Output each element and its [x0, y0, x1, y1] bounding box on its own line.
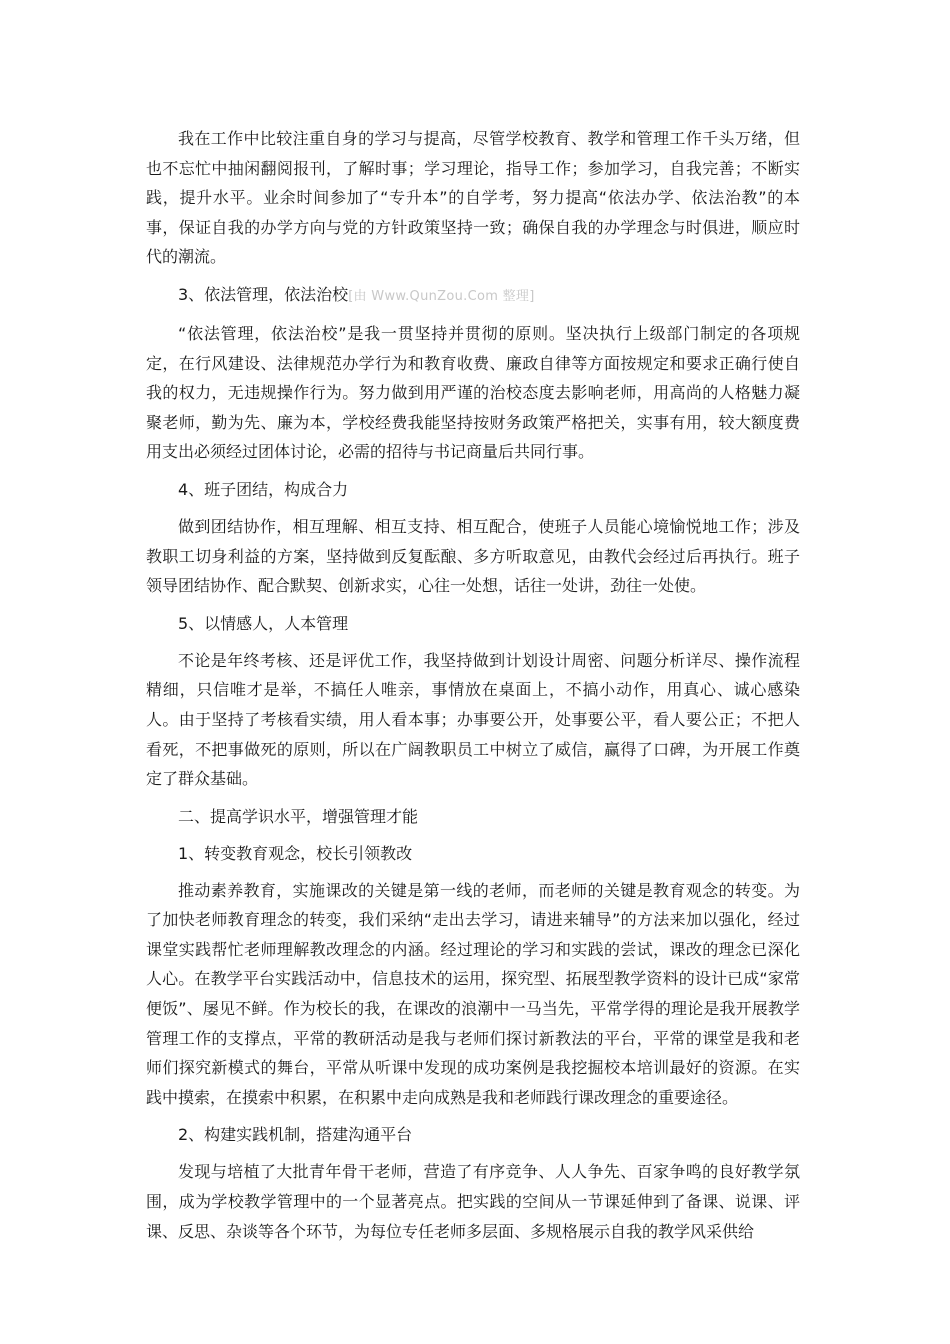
heading-education-concept: 1、转变教育观念，校长引领教改 — [178, 843, 413, 863]
document-body — [146, 124, 800, 1254]
source-watermark: [由 Www.QunZou.Com 整理] — [348, 288, 535, 304]
paragraph-education-concept: 推动素养教育，实施课改的关键是第一线的老师，而老师的关键是教育观念的转变。为了加快老师教育理念的转变，我们采纳“走出去学习，请进来辅导”的方法来加以强化，经过课堂实践帮忙老师理解教改理念的内涵。经过理论的学习和实践的尝试，课改的理念已深化人心。在教学平台实践活动中，信息技术的运用，探究型、拓展型教学资料的设计已成“家常便饭”、屡见不鲜。作为校长的我，在课改的浪潮中一马当先，平常学得的理论是我开展教学管理工作的支撑点，平常的教研活动是我与老师们探讨新教法的平台，平常的课堂是我和老师们探究新模式的舞台，平常从听课中发现的成功案例是我挖掘校本培训最好的资源。在实践中摸索，在摸索中积累，在积累中走向成熟是我和老师践行课改理念的重要途径。 — [146, 880, 800, 1107]
heading-team-unity: 4、班子团结，构成合力 — [178, 479, 349, 499]
paragraph-rule-of-law: “依法管理，依法治校”是我一贯坚持并贯彻的原则。坚决执行上级部门制定的各项规定，在行风建设、法律规范办学行为和教育收费、廉政自律等方面按规定和要求正确行使自我的权力，无违规操作行为。努力做到用严谨的治校态度去影响老师，用高尚的人格魅力凝聚老师，勤为先、廉为本，学校经费我能坚持按财务政策严格把关，实事有用，较大额度费用支出必须经过团体讨论，必需的招待与书记商量后共同行事。 — [146, 323, 800, 462]
heading-section-two: 二、提高学识水平，增强管理才能 — [178, 806, 419, 826]
heading-rule-of-law — [146, 280, 800, 311]
heading-practice-mechanism: 2、构建实践机制，搭建沟通平台 — [178, 1125, 413, 1145]
paragraph-practice-mechanism: 发现与培植了大批青年骨干老师，营造了有序竞争、人人争先、百家争鸣的良好教学氛围，成为学校教学管理中的一个显著亮点。把实践的空间从一节课延伸到了备课、说课、评课、反思、杂谈等各个环节，为每位专任老师多层面、多规格展示自我的教学风采供给 — [146, 1162, 800, 1241]
heading-text: 3、依法管理，依法治校 — [178, 284, 349, 304]
heading-people-oriented: 5、以情感人，人本管理 — [178, 613, 349, 633]
paragraph-people-oriented: 不论是年终考核、还是评优工作，我坚持做到计划设计周密、问题分析详尽、操作流程精细，只信唯才是举，不搞任人唯亲，事情放在桌面上，不搞小动作，用真心、诚心感染人。由于坚持了考核看实绩，用人看本事；办事要公开，处事要公平，看人要公正；不把人看死，不把事做死的原则，所以在广阔教职员工中树立了威信，赢得了口碑，为开展工作奠定了群众基础。 — [146, 650, 800, 789]
paragraph-team-unity: 做到团结协作，相互理解、相互支持、相互配合，使班子人员能心境愉悦地工作；涉及教职工切身利益的方案，坚持做到反复酝酿、多方听取意见，由教代会经过后再执行。班子领导团结协作、配合默契、创新求实，心往一处想，话往一处讲，劲往一处使。 — [146, 516, 800, 596]
paragraph-self-study: 我在工作中比较注重自身的学习与提高，尽管学校教育、教学和管理工作千头万绪，但也不忘忙中抽闲翻阅报刊，了解时事；学习理论，指导工作；参加学习，自我完善；不断实践，提升水平。业余时间参加了“专升本”的自学考，努力提高“依法办学、依法治教”的本事，保证自我的办学方向与党的方针政策坚持一致；确保自我的办学理念与时俱进，顺应时代的潮流。 — [146, 129, 800, 267]
